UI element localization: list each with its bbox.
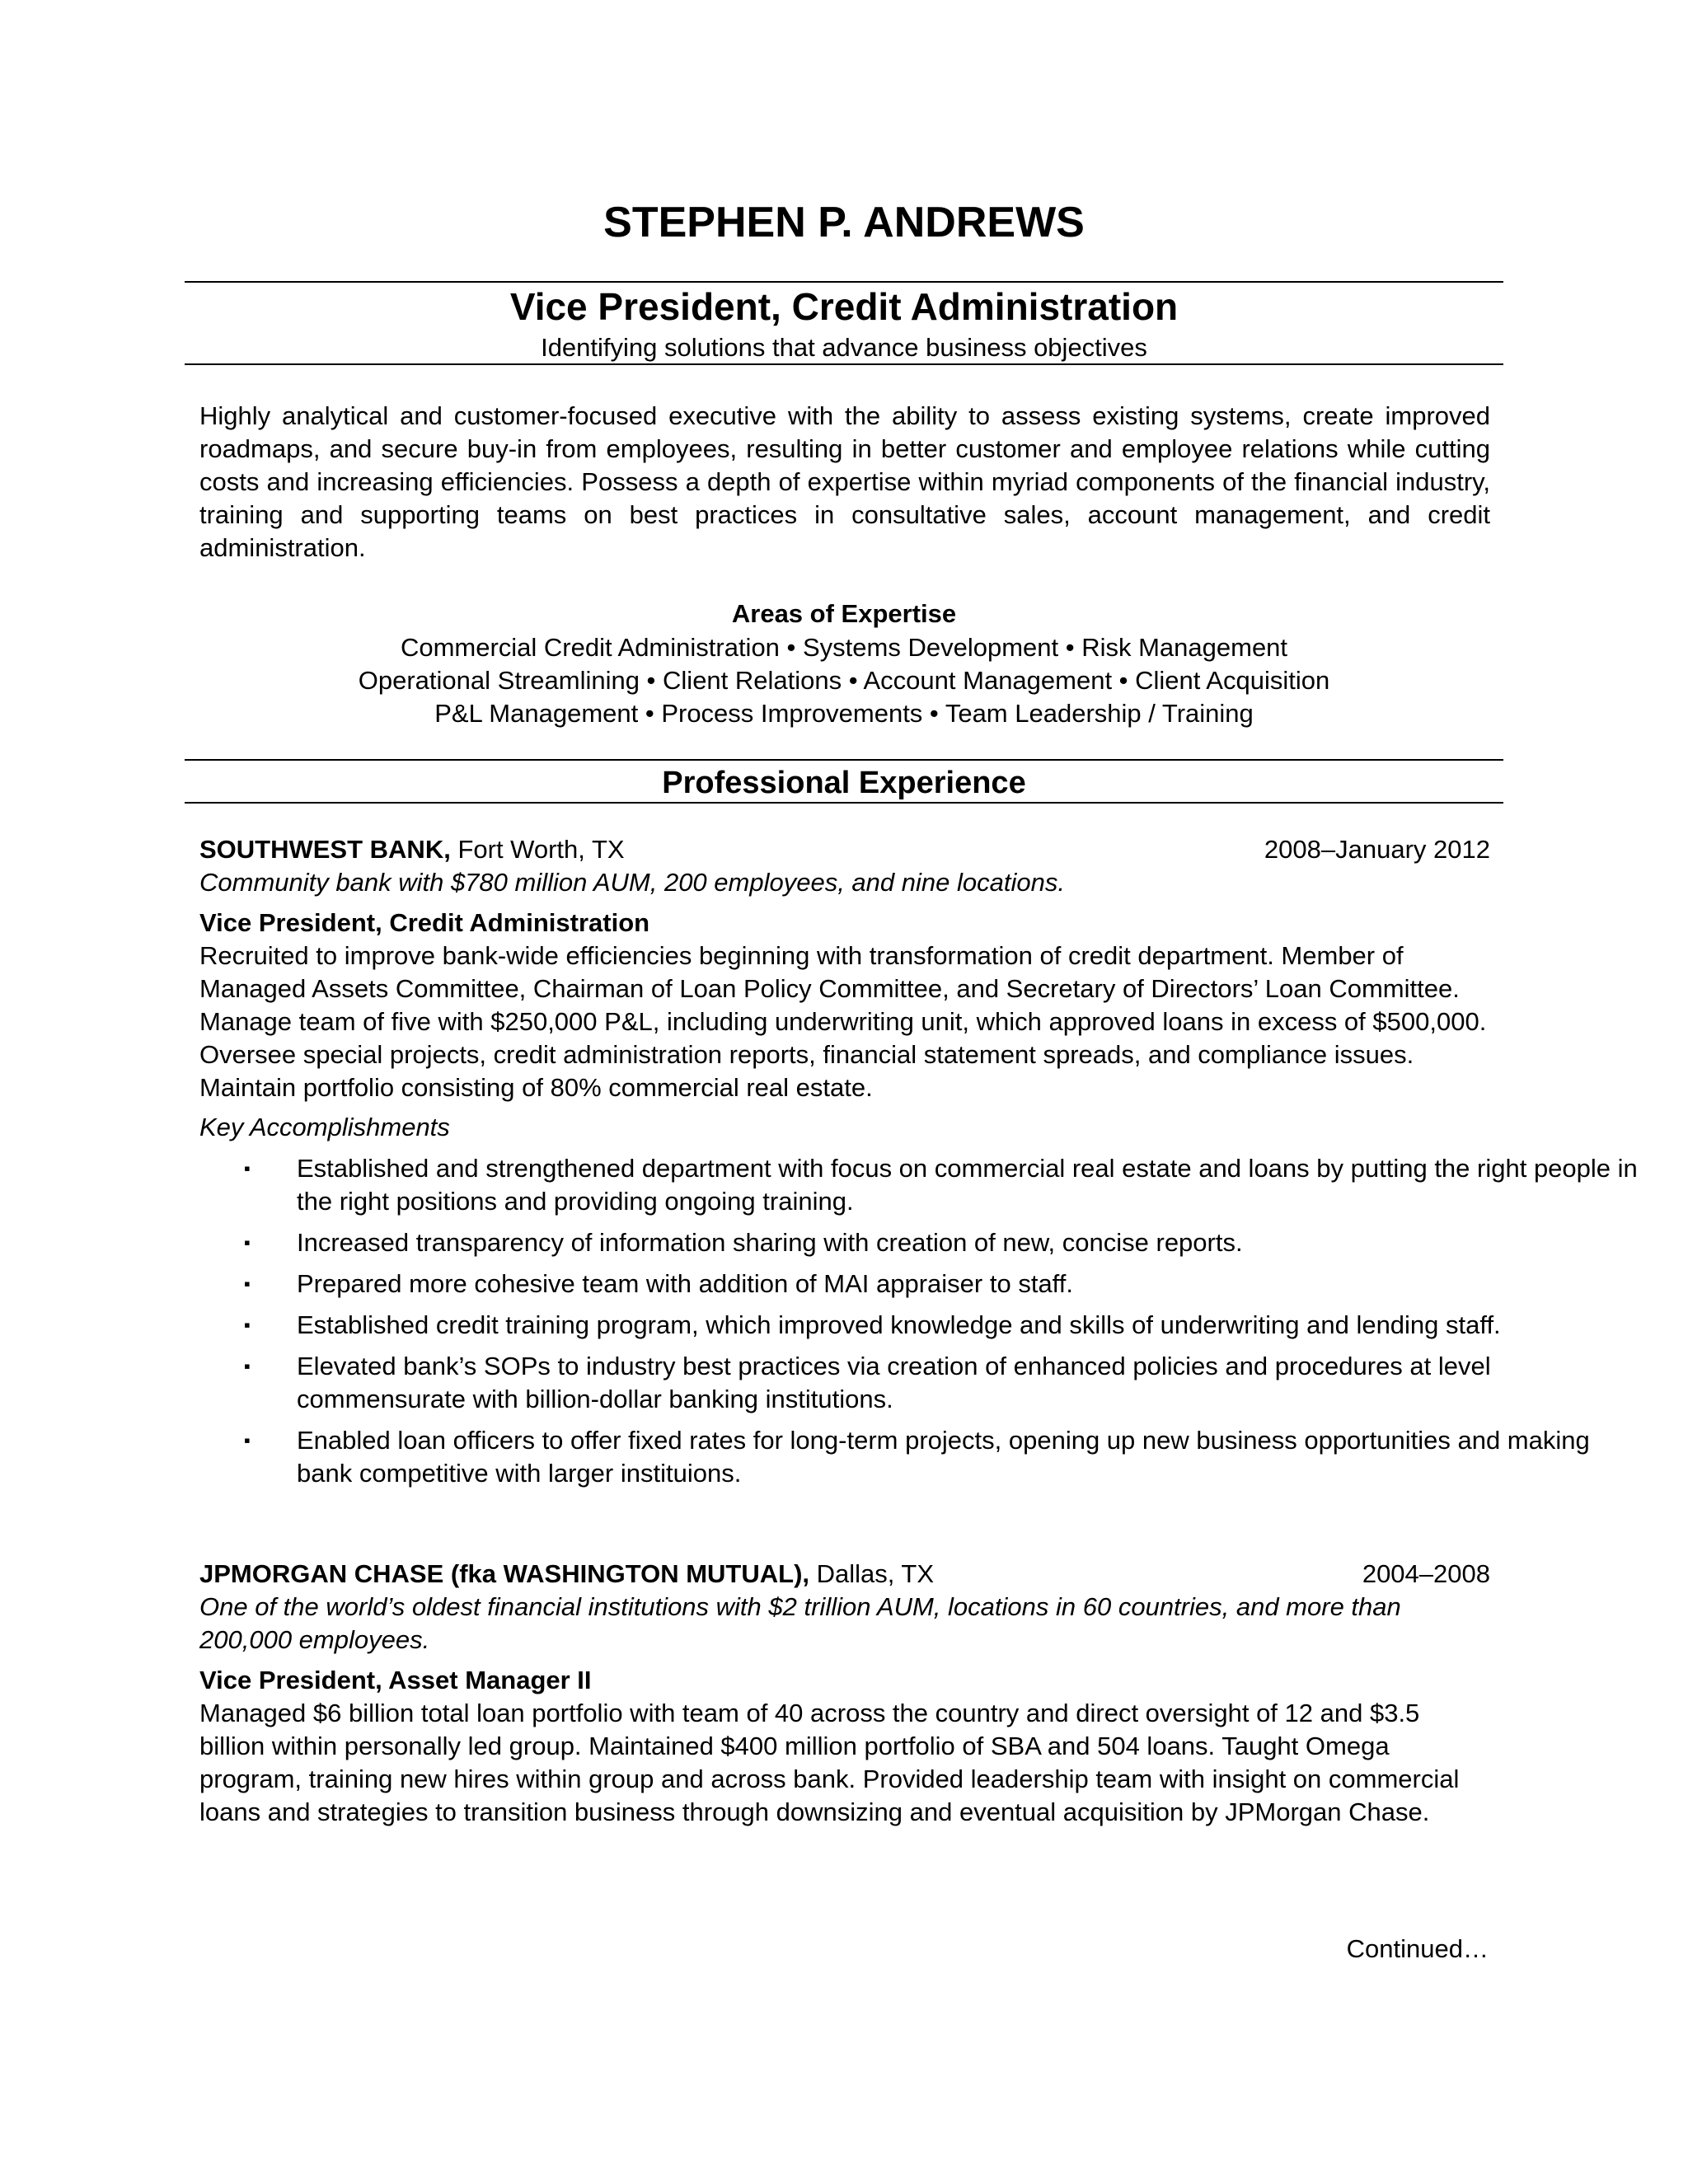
job-summary: Managed $6 billion total loan portfolio with team of 40 across the country and direct oversight of 12 and $3.5 billion within personally led group. Maintained $400 million portfolio of SBA and 504 loans. Taught Omega program, training new hires within group and across bank. Provided leadership team with insight on commercial loans and strategies to transition business through downsizing and eventual acquisition by JPMorgan Chase. [199, 1699, 1460, 1826]
headline-title: Vice President, Credit Administration [509, 285, 1179, 328]
company-description: One of the world’s oldest financial institutions with $2 trillion AUM, locations in 60 countries, and more than 200,000 employees. [199, 1592, 1401, 1654]
section-rule-top [185, 759, 1503, 761]
company-name: SOUTHWEST BANK, [199, 835, 451, 864]
expertise-line: Commercial Credit Administration • Systems Development • Risk Management [400, 633, 1288, 662]
bullet-icon: ▪ [244, 1430, 251, 1451]
job-role: Vice President, Asset Manager II [199, 1666, 592, 1694]
accomplishment-item [199, 1350, 1648, 1416]
accomplishment-text: Prepared more cohesive team with addition of MAI appraiser to staff. [297, 1269, 1073, 1298]
continued-note: Continued… [1346, 1934, 1489, 1963]
bullet-icon: ▪ [244, 1158, 251, 1179]
expertise-line: P&L Management • Process Improvements • Team Leadership / Training [434, 699, 1254, 728]
accomplishment-text: Elevated bank’s SOPs to industry best practices via creation of enhanced policies and procedures at level commensurate with billion-dollar banking institutions. [297, 1352, 1491, 1413]
bullet-icon: ▪ [244, 1315, 251, 1335]
accomplishment-item [199, 1268, 1648, 1301]
expertise-line: Operational Streamlining • Client Relations • Account Management • Client Acquisition [358, 666, 1330, 695]
job-dates: 2008–January 2012 [1264, 835, 1490, 864]
company-description: Community bank with $780 million AUM, 200 employees, and nine locations. [199, 868, 1065, 897]
header-rule-bottom [185, 363, 1503, 365]
job-header [199, 1558, 1490, 1591]
company-location: Fort Worth, TX [450, 835, 625, 864]
job-summary: Recruited to improve bank-wide efficiencies beginning with transformation of credit department. Member of Managed Assets Committee, Chairman of Loan Policy Committee, and Secretary of Directors’ Loan Committee. Manage team of five with $250,000 P&L, including underwriting unit, which approved loans in excess of $500,000. Oversee special projects, credit administration reports, financial statement spreads, and compliance issues. Maintain portfolio consisting of 80% commercial real estate. [199, 941, 1487, 1102]
professional-summary: Highly analytical and customer-focused executive with the ability to assess existing systems, create improved roadmaps, and secure buy-in from employees, resulting in better customer and employee relations while cutting costs and increasing efficiencies. Possess a depth of expertise within myriad components of the financial industry, training and supporting teams on best practices in consultative sales, account management, and credit administration. [199, 401, 1490, 562]
job-entry-southwest-bank [199, 833, 1638, 1498]
accomplishment-item [199, 1152, 1648, 1218]
job-header [199, 833, 1490, 866]
job-role: Vice President, Credit Administration [199, 908, 650, 937]
accomplishments-list [199, 1152, 1638, 1490]
bullet-icon: ▪ [244, 1232, 251, 1253]
accomplishments-label: Key Accomplishments [199, 1113, 450, 1141]
job-entry-jpmorgan-chase [199, 1558, 1490, 1829]
accomplishment-text: Established and strengthened department with focus on commercial real estate and loans by putting the right people in the right positions and providing ongoing training. [297, 1154, 1638, 1216]
company-location: Dallas, TX [809, 1559, 935, 1588]
accomplishment-item [199, 1309, 1648, 1342]
candidate-name: STEPHEN P. ANDREWS [603, 199, 1085, 246]
bullet-icon: ▪ [244, 1273, 251, 1294]
header-rule-top [185, 281, 1503, 283]
headline-tagline: Identifying solutions that advance business objectives [541, 333, 1147, 362]
accomplishment-item [199, 1424, 1648, 1490]
expertise-list [0, 631, 1688, 730]
accomplishment-text: Increased transparency of information sharing with creation of new, concise reports. [297, 1228, 1243, 1257]
bullet-icon: ▪ [244, 1356, 251, 1376]
section-rule-bottom [185, 802, 1503, 804]
accomplishment-text: Established credit training program, which improved knowledge and skills of underwriting and lending staff. [297, 1310, 1501, 1339]
section-title-experience: Professional Experience [662, 766, 1026, 800]
company-name: JPMORGAN CHASE (fka WASHINGTON MUTUAL), [199, 1559, 810, 1588]
expertise-title: Areas of Expertise [731, 599, 957, 628]
job-dates: 2004–2008 [1362, 1559, 1490, 1588]
accomplishment-item [199, 1226, 1648, 1259]
accomplishment-text: Enabled loan officers to offer fixed rates for long-term projects, opening up new business opportunities and making bank competitive with larger instituions. [297, 1426, 1590, 1488]
